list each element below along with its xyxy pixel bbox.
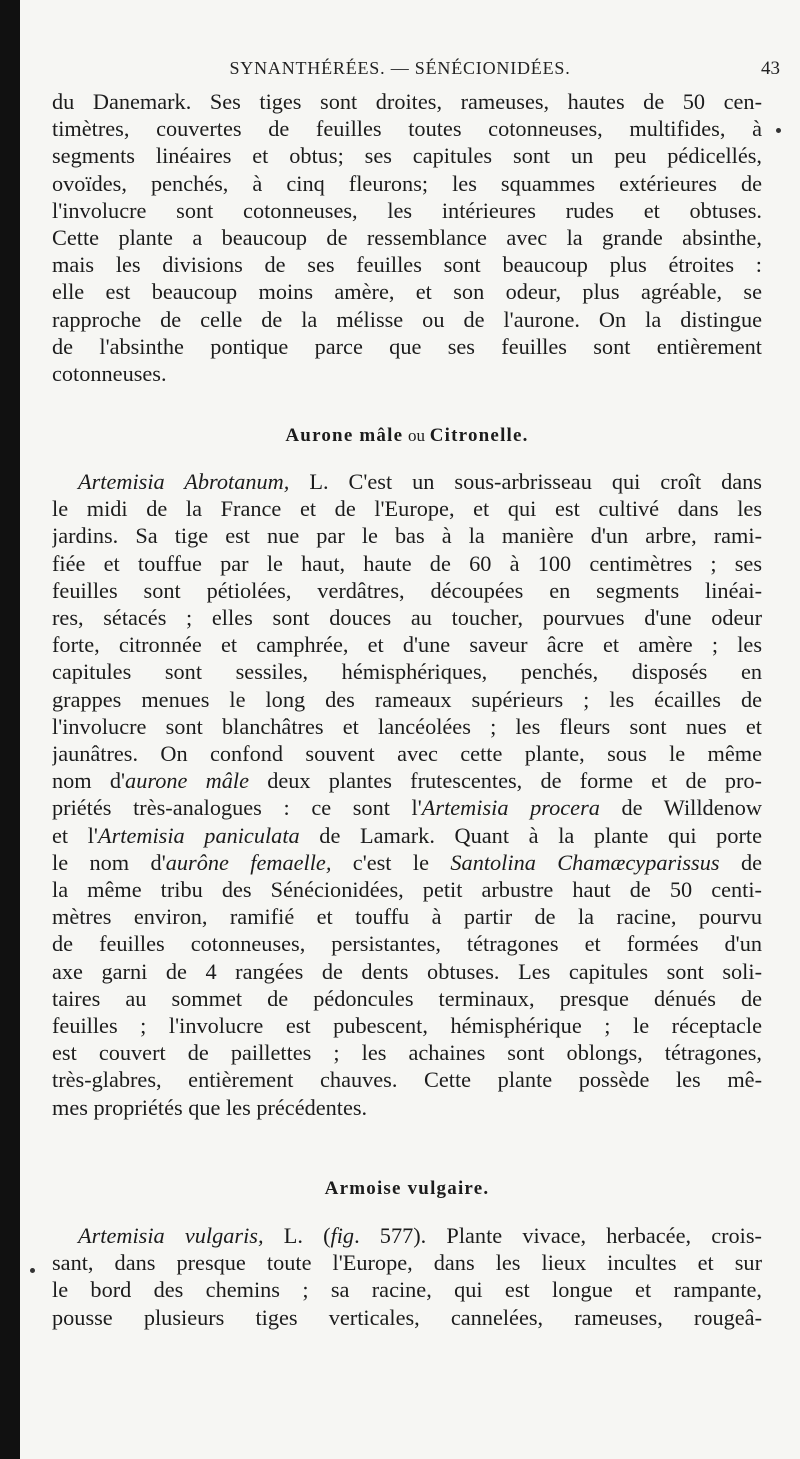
text-line: forte, citronnée et camphrée, et d'une saveur âcre et amère ; les [52,632,762,658]
text-line: taires au sommet de pédoncules terminaux, presque dénués de [52,985,762,1011]
text-line [52,468,762,495]
italic-term: aurone mâle [125,768,249,794]
species-name: Artemisia vulgaris, [78,1223,264,1248]
text-line: sant, dans presque toute l'Europe, dans les lieux incultes et sur [52,1250,762,1276]
text-line: segments linéaires et obtus; ses capitules sont un peu pédicellés, [52,143,762,169]
text-line: Cette plante a beaucoup de ressemblance avec la grande absinthe, [52,225,762,251]
figure-ref: fig [330,1223,355,1248]
text-run: de Willdenow [599,795,762,821]
heading-aurone-male: Aurone mâle [285,425,404,446]
text-line: feuilles ; l'involucre est pubescent, hémisphérique ; le réceptacle [52,1013,762,1039]
species-name: Artemisia Abrotanum, [78,469,290,494]
text-run: priétés très-analogues : ce sont l' [52,795,422,821]
text-run: de [719,849,762,875]
text-line: très-glabres, entièrement chauves. Cette plante possède les mê- [52,1067,762,1093]
text-line: capitules sont sessiles, hémisphériques, penchés, disposés en [52,659,762,685]
paragraph-artemisia-abrotanum [52,468,762,1121]
text-line: axe garni de 4 rangées de dents obtuses. Les capitules sont soli- [52,958,762,984]
text-line: du Danemark. Ses tiges sont droites, rameuses, hautes de 50 cen- [52,89,762,114]
text-line: l'involucre sont cotonneuses, les intérieures rudes et obtuses. [52,197,762,223]
text-line [52,1222,762,1249]
heading-armoise-vulgaire: Armoise vulgaire. [324,1178,490,1199]
italic-term: aurône femaelle, [165,849,332,875]
text-run: deux plantes frutescentes, de forme et de pro- [248,768,762,794]
text-line: rapproche de celle de la mélisse ou de l'aurone. On la distingue [52,306,762,332]
text-run: et l' [52,822,98,848]
text-line: jaunâtres. On confond souvent avec cette plante, sous le même [52,741,762,767]
text-run: L. ( [263,1223,331,1248]
text-line: jardins. Sa tige est nue par le bas à la manière d'un arbre, rami- [52,523,762,549]
text-line: pousse plusieurs tiges verticales, cannelées, rameuses, rougeâ- [52,1304,762,1330]
text-line: mètres environ, ramifié et touffu à partir de la racine, pourvu [52,904,762,930]
text-line: ovoïdes, penchés, à cinq fleurons; les squammes extérieures de [52,170,762,196]
paragraph-artemisia-vulgaris [52,1222,762,1331]
text-run: c'est le [331,849,451,875]
text-line: mes propriétés que les précédentes. [52,1094,368,1120]
text-line: la même tribu des Sénécionidées, petit arbustre haut de 50 centi- [52,877,762,903]
page-number: 43 [761,58,780,79]
text-run: le nom d' [52,849,166,875]
species-name: Artemisia paniculata [97,822,300,848]
text-line: cotonneuses. [52,361,167,387]
heading-connector: ou [408,426,425,445]
text-line: est couvert de paillettes ; les achaines sont oblongs, tétragones, [52,1040,762,1066]
section-heading-aurone [52,425,762,447]
text-line [52,794,762,821]
text-line: l'involucre sont blanchâtres et lancéolées ; les fleurs sont nues et [52,713,762,739]
speck-mark [776,128,781,133]
text-line: mais les divisions de ses feuilles sont beaucoup plus étroites : [52,252,762,278]
text-line [52,849,762,876]
text-line: le midi de la France et de l'Europe, et qui est cultivé dans les [52,496,762,522]
text-run: . 577). Plante vivace, herbacée, crois- [354,1223,762,1248]
text-line: feuilles sont pétiolées, verdâtres, découpées en segments linéai- [52,577,762,603]
heading-citronelle: Citronelle. [429,425,529,446]
text-line: timètres, couvertes de feuilles toutes cotonneuses, multifides, à [52,116,762,142]
text-line [52,767,762,794]
text-line: de l'absinthe pontique parce que ses feuilles sont entièrement [52,333,762,359]
text-line: fiée et touffue par le haut, haute de 60 à 100 centimètres ; ses [52,550,762,576]
speck-mark [30,1268,35,1273]
running-head-title: SYNANTHÉRÉES. — SÉNÉCIONIDÉES. [229,58,571,78]
species-name: Artemisia procera [421,795,600,821]
text-line: le bord des chemins ; sa racine, qui est longue et rampante, [52,1277,762,1303]
text-line [52,822,762,849]
text-line: grappes menues le long des rameaux supérieurs ; les écailles de [52,686,762,712]
text-run: L. C'est un sous-arbrisseau qui croît dans [289,469,762,494]
text-line: res, sétacés ; elles sont douces au toucher, pourvues d'une odeur [52,605,762,631]
section-heading-armoise [52,1178,762,1200]
paragraph-intro [52,88,762,387]
text-line: de feuilles cotonneuses, persistantes, tétragones et formées d'un [52,931,762,957]
text-line: elle est beaucoup moins amère, et son odeur, plus agréable, se [52,279,762,305]
species-name: Santolina Chamæcyparissus [450,849,720,875]
text-run: de Lamark. Quant à la plante qui porte [299,822,762,848]
text-run: nom d' [52,768,126,794]
book-page [20,0,800,1459]
running-head [20,58,780,86]
